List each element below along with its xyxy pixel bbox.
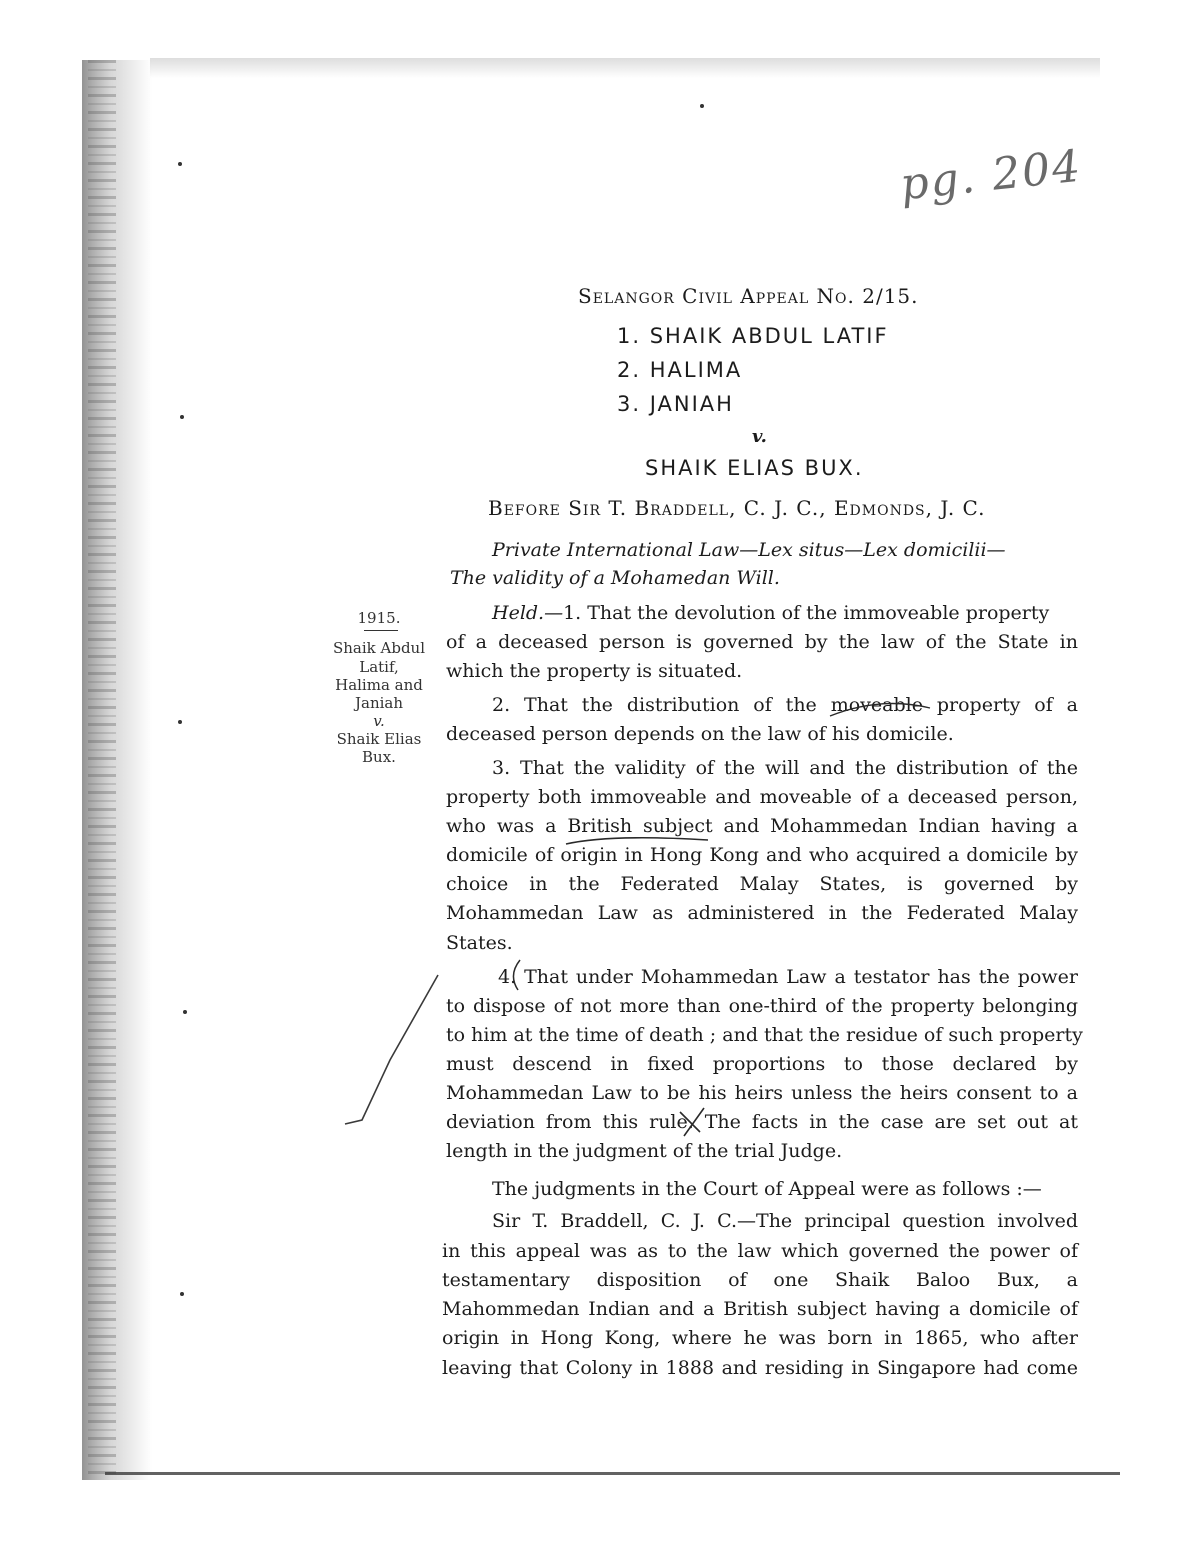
held-line: 4. That under Mohammedan Law a testator has the power bbox=[498, 966, 1078, 988]
judgment-line: testamentary disposition of one Shaik Baloo Bux, a bbox=[442, 1269, 1078, 1291]
margin-note-line: v. bbox=[373, 712, 385, 730]
margin-note-line: Bux. bbox=[362, 748, 396, 766]
held-line: 3. That the validity of the will and the distribution of the bbox=[492, 757, 1078, 779]
margin-note-line: Shaik Abdul bbox=[332, 639, 426, 657]
underline-mark bbox=[830, 704, 930, 717]
appellant-3: 3. JANIAH bbox=[617, 392, 734, 416]
catchword-line: Private International Law—Lex situs—Lex domicilii— bbox=[492, 539, 1006, 561]
case-caption: Selangor Civil Appeal No. 2/15. bbox=[578, 284, 919, 308]
judgment-line: Mahommedan Indian and a British subject having a domicile of bbox=[442, 1298, 1078, 1320]
held-line: of a deceased person is governed by the law of the State in bbox=[446, 631, 1078, 653]
held-line: deviation from this rule. The facts in the case are set out at bbox=[446, 1111, 1078, 1133]
appellant-2: 2. HALIMA bbox=[617, 358, 743, 382]
held-line: property both immoveable and moveable of a deceased person, bbox=[446, 786, 1078, 808]
held-lead: Held.— bbox=[492, 602, 564, 624]
margin-note-year: 1915. bbox=[357, 609, 401, 627]
bench: Before Sir T. Braddell, C. J. C., Edmonds, J. C. bbox=[488, 496, 986, 520]
margin-line-mark bbox=[345, 975, 438, 1124]
respondent: SHAIK ELIAS BUX. bbox=[645, 456, 864, 480]
appellant-1: 1. SHAIK ABDUL LATIF bbox=[617, 324, 889, 348]
held-line: Held.—1. That the devolution of the immoveable property bbox=[492, 602, 1050, 624]
held-line: deceased person depends on the law of his domicile. bbox=[446, 723, 954, 745]
versus-mark: v. bbox=[752, 426, 767, 447]
handwritten-page-note: pg. 204 bbox=[897, 140, 1085, 211]
tick-mark bbox=[680, 1108, 704, 1136]
held-line: to dispose of not more than one-third of the property belonging bbox=[446, 995, 1078, 1017]
held-line: domicile of origin in Hong Kong and who acquired a domicile by bbox=[446, 844, 1078, 866]
held-line: States. bbox=[446, 932, 513, 954]
catchword-line: The validity of a Mohamedan Will. bbox=[450, 567, 780, 589]
judgment-intro: The judgments in the Court of Appeal were as follows :— bbox=[492, 1178, 1042, 1200]
held-line: choice in the Federated Malay States, is governed by bbox=[446, 873, 1078, 895]
held-line: who was a British subject and Mohammedan Indian having a bbox=[446, 815, 1078, 837]
judgment-line: origin in Hong Kong, where he was born in 1865, who after bbox=[442, 1327, 1078, 1349]
held-line: must descend in fixed proportions to those declared by bbox=[446, 1053, 1078, 1075]
margin-note-line: Latif, bbox=[359, 658, 399, 676]
held-line: which the property is situated. bbox=[446, 660, 743, 682]
bracket-mark bbox=[513, 960, 520, 990]
underline-mark bbox=[566, 838, 708, 844]
held-line: 2. That the distribution of the moveable property of a bbox=[492, 694, 1078, 716]
held-line: to him at the time of death ; and that the residue of such property bbox=[446, 1024, 1083, 1046]
margin-note-line: Janiah bbox=[354, 694, 404, 712]
judgment-line: Sir T. Braddell, C. J. C.—The principal question involved bbox=[492, 1210, 1078, 1232]
held-line: Mohammedan Law to be his heirs unless the heirs consent to a bbox=[446, 1082, 1078, 1104]
judgment-line: leaving that Colony in 1888 and residing in Singapore had come bbox=[442, 1357, 1078, 1379]
margin-note-line: Halima and bbox=[335, 676, 423, 694]
held-line: length in the judgment of the trial Judge. bbox=[446, 1140, 843, 1162]
judgment-line: in this appeal was as to the law which governed the power of bbox=[442, 1240, 1078, 1262]
margin-note-line: Shaik Elias bbox=[336, 730, 422, 748]
held-line: Mohammedan Law as administered in the Federated Malay bbox=[446, 902, 1078, 924]
